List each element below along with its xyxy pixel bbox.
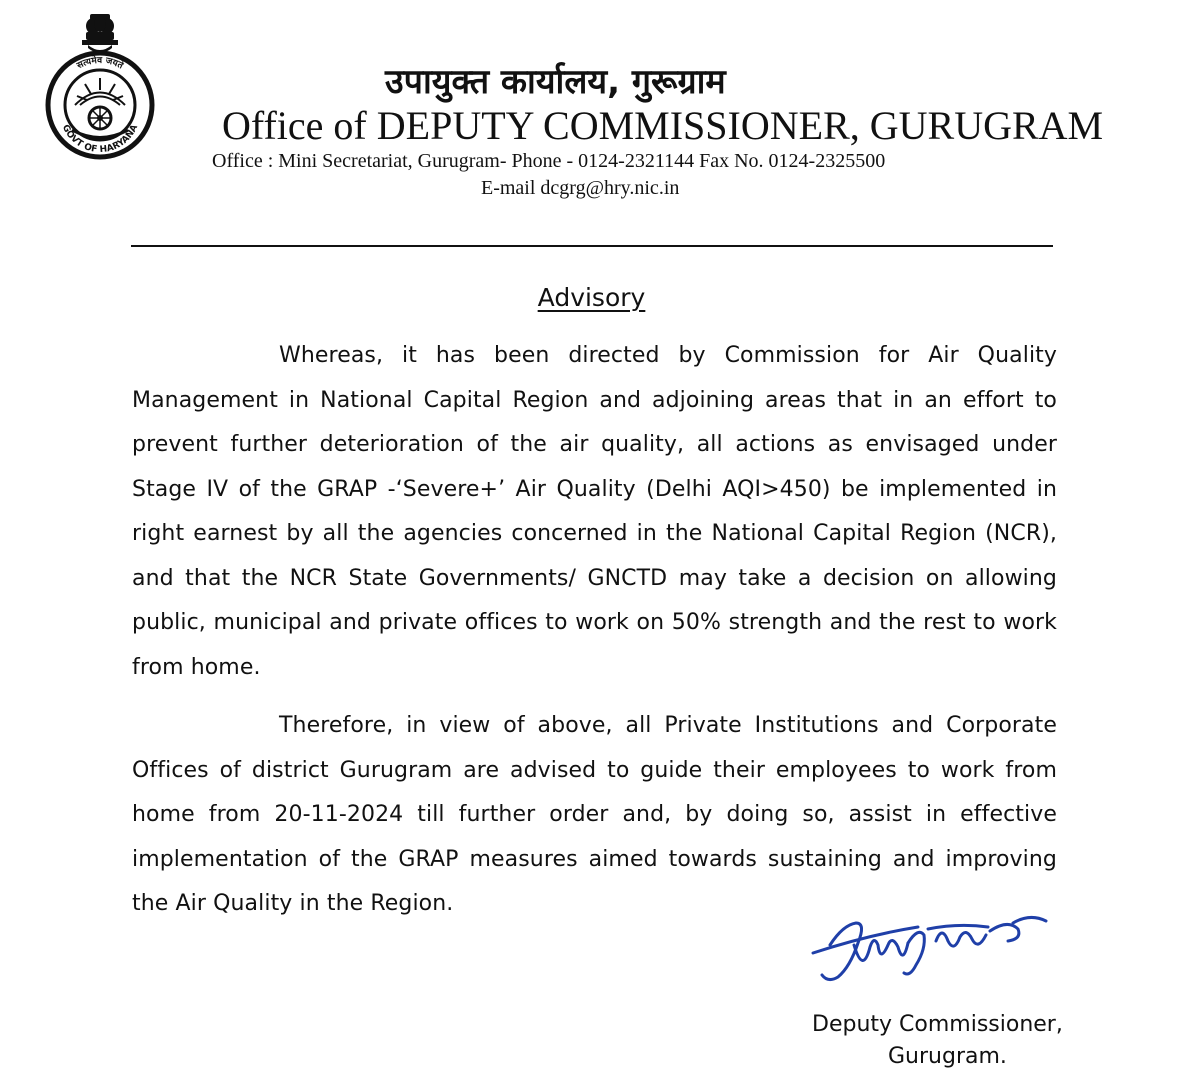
handwritten-signature-icon: [808, 905, 1068, 995]
haryana-emblem-icon: [30, 10, 170, 160]
office-address: Office : Mini Secretariat, Gurugram- Phone - 0124-2321144 Fax No. 0124-2325500: [212, 150, 886, 172]
seal-top-text: सत्यमेव जयते: [75, 55, 125, 72]
hindi-office-title: उपायुक्त कार्यालय, गुरूग्राम: [385, 62, 726, 102]
signatory-title: Deputy Commissioner,: [812, 1012, 1063, 1037]
advisory-heading: Advisory: [537, 283, 646, 312]
seal-bottom-text: GOVT OF HARYANA: [59, 123, 141, 156]
office-email: E-mail dcgrg@hry.nic.in: [481, 177, 680, 199]
signatory-place: Gurugram.: [888, 1044, 1007, 1069]
advisory-paragraph-2: Therefore, in view of above, all Private Institutions and Corporate Offices of district Gurugram are advised to guide their employees to work from home from 20-11-2024 till further order and, by doing so, assist in effective implementation of the GRAP measures aimed towards sustaining and improving the Air Quality in the Region.: [132, 713, 1057, 916]
advisory-paragraph-1: Whereas, it has been directed by Commission for Air Quality Management in National Capital Region and adjoining areas that in an effort to prevent further deterioration of the air quality, all actions as envisaged under Stage IV of the GRAP -‘Severe+’ Air Quality (Delhi AQI>450) be implemented in right earnest by all the agencies concerned in the National Capital Region (NCR), and that the NCR State Governments/ GNCTD may take a decision on allowing public, municipal and private offices to work on 50% strength and the rest to work from home.: [132, 343, 1057, 680]
header-divider: [131, 245, 1053, 247]
office-title: Office of DEPUTY COMMISSIONER, GURUGRAM: [222, 103, 1104, 148]
